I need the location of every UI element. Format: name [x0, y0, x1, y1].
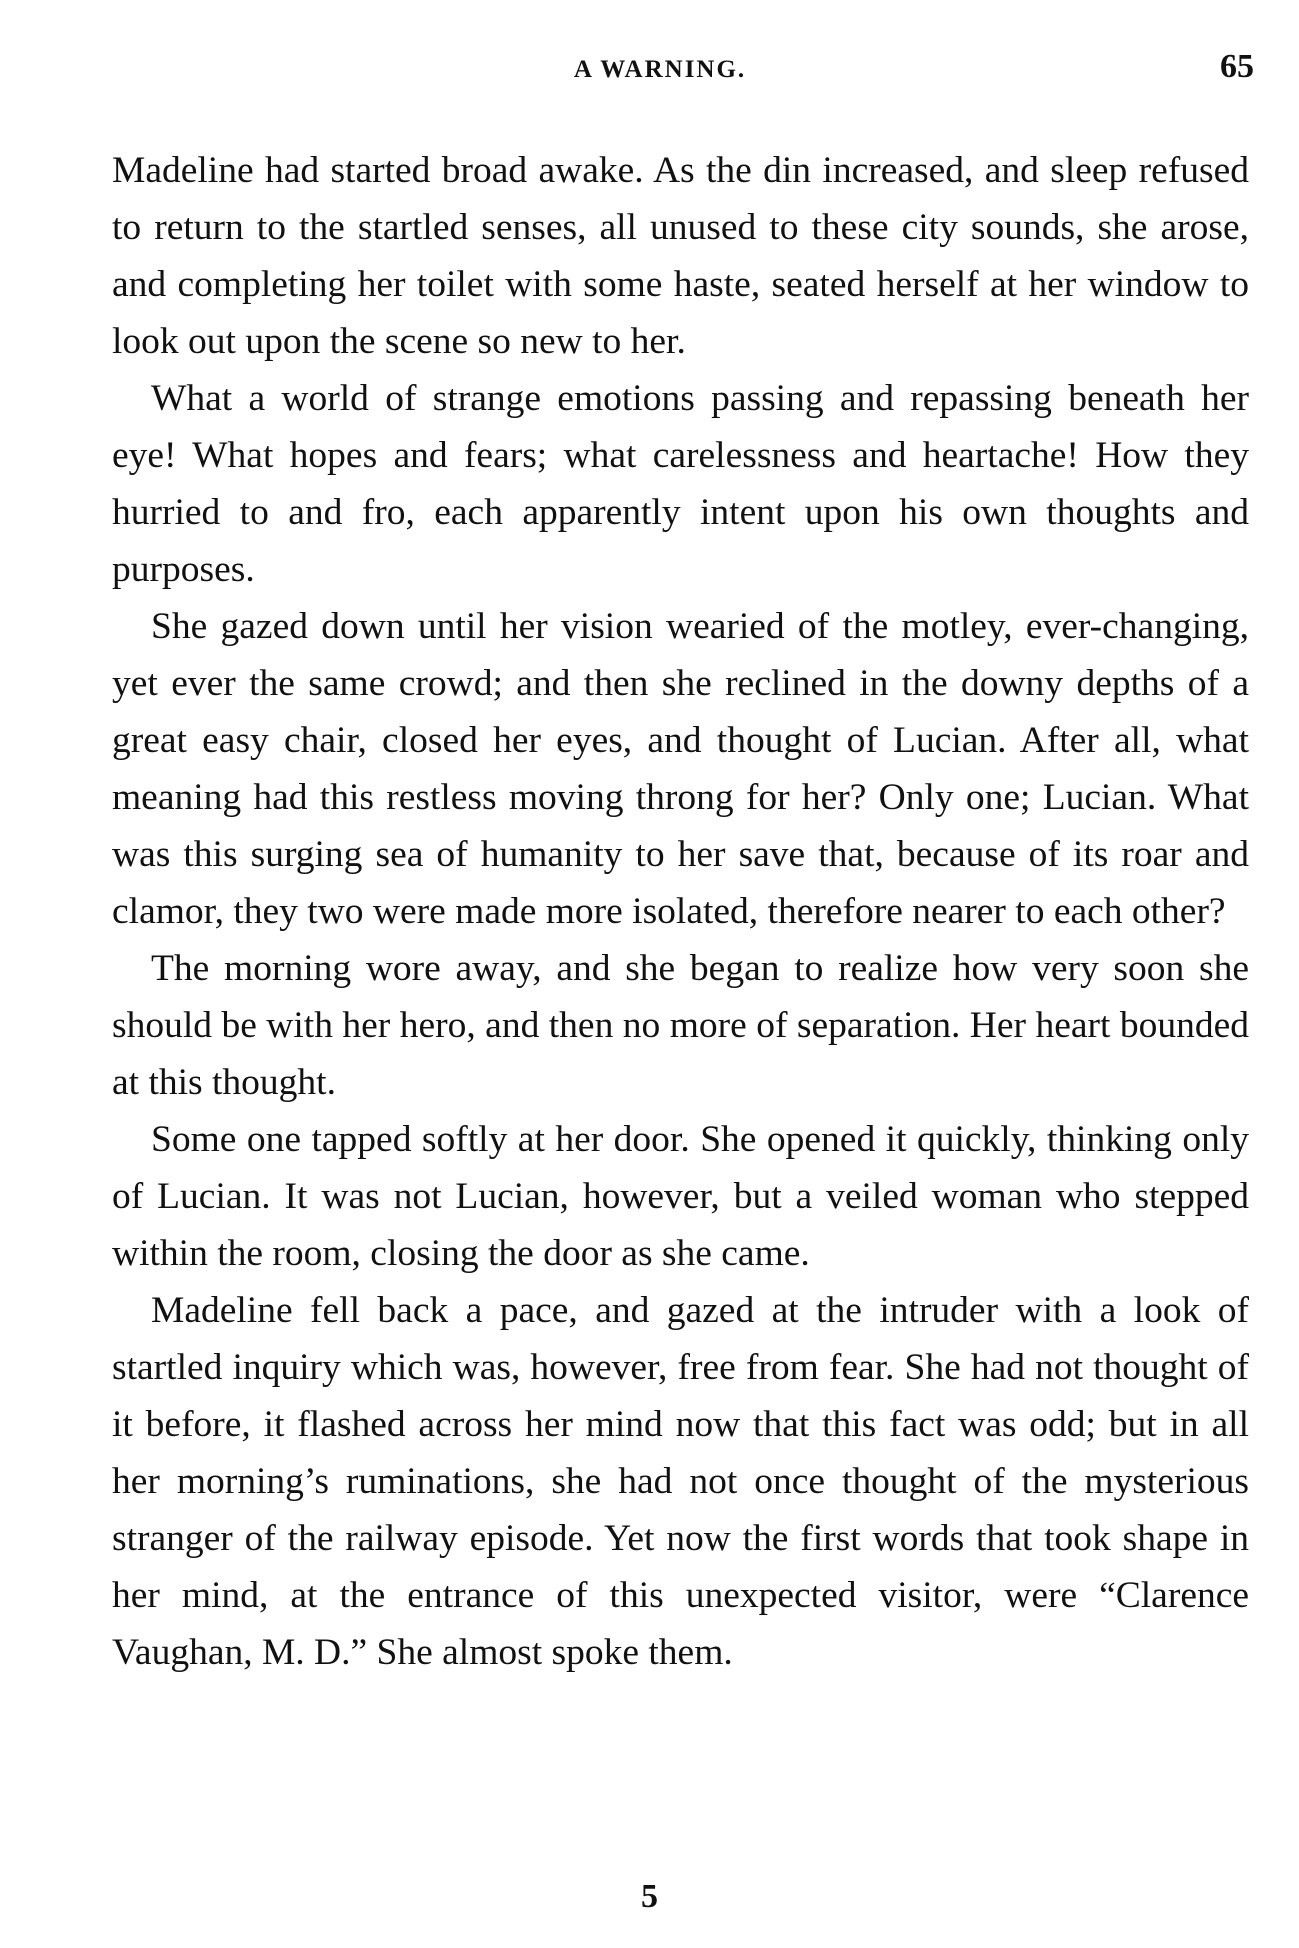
paragraph-2: What a world of strange emotions passing and repassing beneath her eye! What hopes and fears; what carelessness and heartache! How they hurried to and fro, each apparently intent upon his own thoughts and purposes. — [112, 378, 1249, 590]
page-number: 65 — [1220, 48, 1254, 85]
paragraph-4: The morning wore away, and she began to realize how very soon she should be with her hero, and then no more of separation. Her heart bounded at this thought. — [112, 948, 1249, 1103]
running-title: A WARNING. — [573, 56, 747, 83]
paragraph-5: Some one tapped softly at her door. She opened it quickly, thinking only of Lucian. It was not Lucian, however, but a veiled woman who stepped within the room, closing the door as she came. — [112, 1119, 1249, 1274]
running-head — [0, 46, 1299, 96]
paragraph-3: She gazed down until her vision wearied of the motley, ever-changing, yet ever the same crowd; and then she reclined in the downy depths of a great easy chair, closed her eyes, and thought of Lucian. After all, what meaning had this restless moving throng for her? Only one; Lucian. What was this surging sea of humanity to her save that, because of its roar and clamor, they two were made more isolated, therefore nearer to each other? — [112, 606, 1249, 932]
body-text — [112, 142, 1249, 1681]
paragraph-6: Madeline fell back a pace, and gazed at the intruder with a look of startled inquiry which was, however, free from fear. She had not thought of it before, it flashed across her mind now that this fact was odd; but in all her morning’s ruminations, she had not once thought of the mysterious stranger of the railway episode. Yet now the first words that took shape in her mind, at the entrance of this unexpected visitor, were “Clarence Vaughan, M. D.” She almost spoke them. — [112, 1290, 1249, 1673]
signature-mark: 5 — [641, 1878, 658, 1915]
paragraph-1: Madeline had started broad awake. As the din increased, and sleep refused to return to the startled senses, all unused to these city sounds, she arose, and completing her toilet with some haste, seated herself at her window to look out upon the scene so new to her. — [112, 150, 1249, 362]
